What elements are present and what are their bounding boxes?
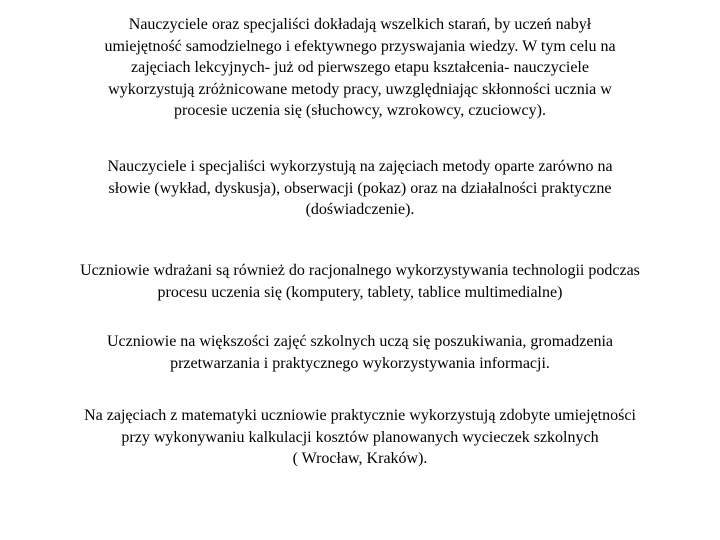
text-line: procesie uczenia się (słuchowcy, wzrokowcy, czuciowcy). xyxy=(174,102,546,119)
paragraph-information-skills xyxy=(40,331,680,374)
text-line: Na zajęciach z matematyki uczniowie praktycznie wykorzystują zdobyte umiejętności xyxy=(84,407,636,424)
paragraph-technology-use xyxy=(20,260,700,303)
paragraph-math-application xyxy=(20,405,700,470)
text-line: Uczniowie wdrażani są również do racjonalnego wykorzystywania technologii podczas xyxy=(80,262,640,279)
text-line: słowie (wykład, dyskusja), obserwacji (pokaz) oraz na działalności praktyczne xyxy=(108,179,612,197)
text-line: przy wykonywaniu kalkulacji kosztów planowanych wycieczek szkolnych xyxy=(121,428,599,446)
paragraph-methods-types xyxy=(40,156,680,221)
paragraph-teaching-methods-intro xyxy=(40,14,680,122)
text-line: ( Wrocław, Kraków). xyxy=(292,450,428,467)
text-line: Nauczyciele oraz specjaliści dokładają wszelkich starań, by uczeń nabył xyxy=(128,16,592,33)
text-line: Nauczyciele i specjaliści wykorzystują na zajęciach metody oparte zarówno na xyxy=(107,158,613,175)
text-line: umiejętność samodzielnego i efektywnego przyswajania wiedzy. W tym celu na xyxy=(104,37,616,55)
text-line: wykorzystują zróżnicowane metody pracy, uwzględniając skłonności ucznia w xyxy=(108,80,612,98)
text-line: (doświadczenie). xyxy=(305,201,415,218)
text-line: przetwarzania i praktycznego wykorzystywania informacji. xyxy=(170,354,550,372)
text-line: zajęciach lekcyjnych- już od pierwszego etapu kształcenia- nauczyciele xyxy=(131,59,589,76)
text-line: procesu uczenia się (komputery, tablety, tablice multimedialne) xyxy=(157,283,563,301)
text-line: Uczniowie na większości zajęć szkolnych uczą się poszukiwania, gromadzenia xyxy=(106,333,613,350)
